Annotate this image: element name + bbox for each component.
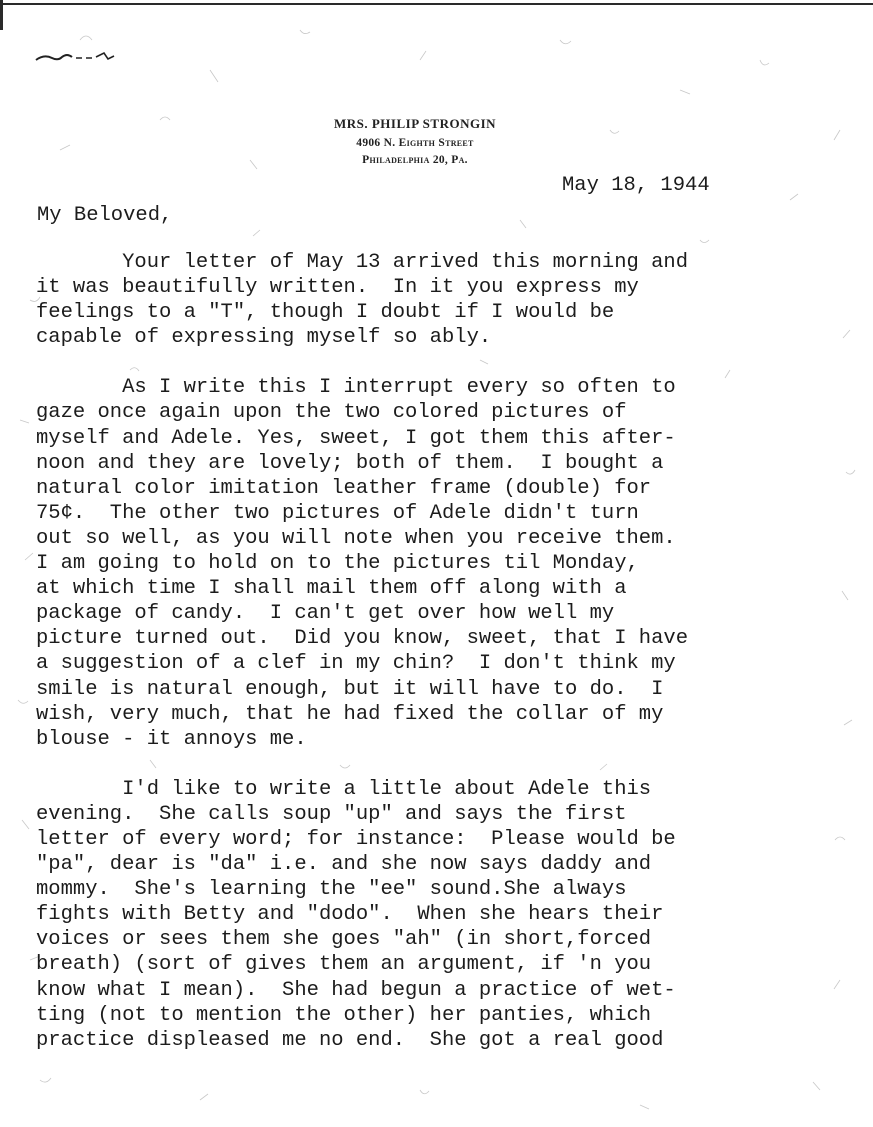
letterhead <box>300 116 530 166</box>
text-line: blouse - it annoys me. <box>36 727 307 751</box>
text-line: picture turned out. Did you know, sweet, that I have <box>36 627 689 651</box>
text-line: breath) (sort of gives them an argument, if 'n you <box>36 953 652 977</box>
text-line: at which time I shall mail them off along with a <box>36 577 627 601</box>
text-line: myself and Adele. Yes, sweet, I got them this after- <box>36 426 676 450</box>
text-line: capable of expressing myself so ably. <box>36 326 492 350</box>
text-line: Your letter of May 13 arrived this morning and <box>36 251 689 274</box>
text-line: feelings to a "T", though I doubt if I would be <box>36 301 615 325</box>
text-line: I am going to hold on to the pictures til Monday, <box>36 552 639 576</box>
text-line: voices or sees them she goes "ah" (in short,forced <box>36 928 652 952</box>
text-line: I'd like to write a little about Adele this <box>36 777 652 801</box>
text-line: a suggestion of a clef in my chin? I don't think my <box>36 652 676 676</box>
paragraph-1 <box>36 250 856 350</box>
text-line: "pa", dear is "da" i.e. and she now says daddy and <box>36 853 652 877</box>
text-line: package of candy. I can't get over how well my <box>36 602 615 626</box>
text-line: out so well, as you will note when you receive them. <box>36 526 676 550</box>
letterhead-city: Philadelphia 20, Pa. <box>362 154 468 166</box>
paragraph-2 <box>36 375 856 751</box>
text-line: gaze once again upon the two colored pictures of <box>36 401 627 425</box>
text-line: it was beautifully written. In it you express my <box>36 276 639 300</box>
letterhead-street: 4906 N. Eighth Street <box>356 137 474 149</box>
letter-body <box>36 250 856 1078</box>
text-line: wish, very much, that he had fixed the collar of my <box>36 702 664 726</box>
letterhead-name: MRS. PHILIP STRONGIN <box>333 116 497 131</box>
letter-date: May 18, 1944 <box>562 174 710 197</box>
text-line: know what I mean). She had begun a practice of wet- <box>36 978 676 1002</box>
text-line: mommy. She's learning the "ee" sound.She always <box>36 878 627 902</box>
paragraph-3 <box>36 777 856 1053</box>
text-line: noon and they are lovely; both of them. I bought a <box>36 451 664 475</box>
text-line: fights with Betty and "dodo". When she hears their <box>36 903 664 927</box>
text-line: practice displeased me no end. She got a real good <box>36 1028 664 1052</box>
text-line: natural color imitation leather frame (double) for <box>36 476 652 500</box>
text-line: As I write this I interrupt every so often to <box>36 376 676 400</box>
text-line: smile is natural enough, but it will have to do. I <box>36 677 664 701</box>
text-line: ting (not to mention the other) her panties, which <box>36 1003 652 1027</box>
text-line: letter of every word; for instance: Please would be <box>36 827 676 851</box>
handwritten-mark <box>30 44 130 68</box>
salutation: My Beloved, <box>37 204 173 227</box>
text-line: evening. She calls soup "up" and says the first <box>36 802 627 826</box>
text-line: 75¢. The other two pictures of Adele didn't turn <box>36 501 639 525</box>
